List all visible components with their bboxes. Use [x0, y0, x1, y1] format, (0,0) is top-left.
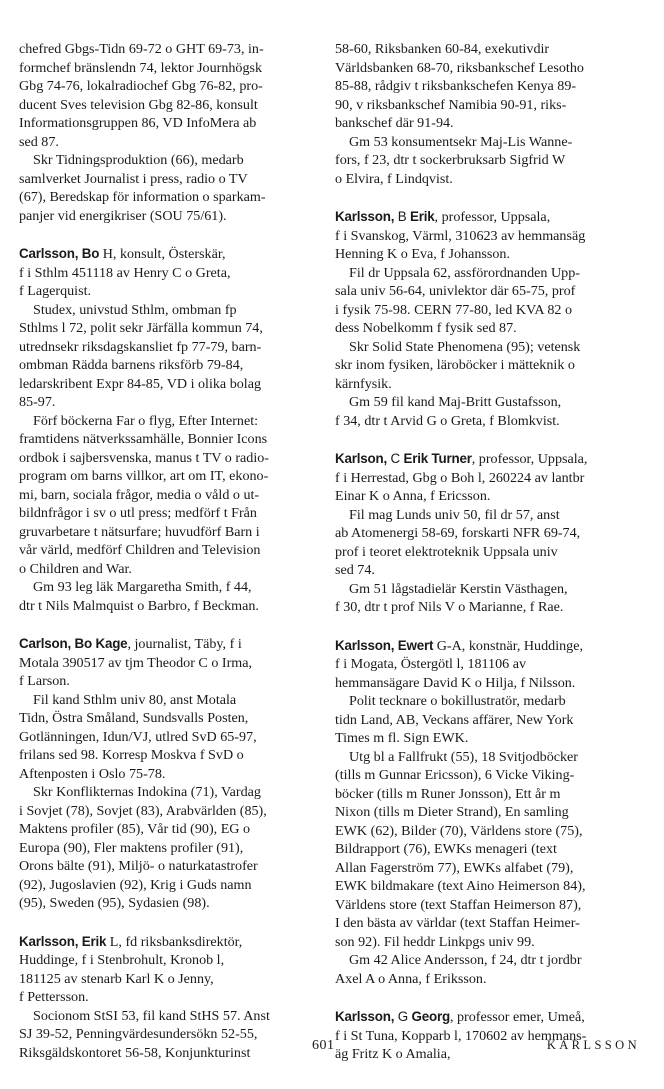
- entry-heading: [19, 635, 323, 654]
- paragraph-line: ordbok i sajbersvenska, manus t TV o radio-: [19, 449, 269, 466]
- entry-initial: C: [386, 451, 404, 466]
- paragraph-line: o Elvira, f Lindqvist.: [335, 170, 453, 187]
- biography-entry: [19, 635, 323, 913]
- paragraph-line: Fil mag Lunds univ 50, fil dr 57, anst: [349, 506, 560, 523]
- entry-text-line: sed 87.: [19, 133, 59, 150]
- entry-text-line: 181125 av stenarb Karl K o Jenny,: [19, 970, 214, 987]
- paragraph-line: frilans sed 98. Korresp Moskva f SvD o: [19, 747, 244, 763]
- paragraph-line: Skr Tidningsproduktion (66), medarb: [33, 152, 244, 168]
- paragraph-line: Utg bl a Fallfrukt (55), 18 Svitjodböcker: [349, 748, 578, 765]
- surname-text: Karlsson,: [335, 1009, 395, 1024]
- paragraph-line: (95), Sweden (95), Sydasien (98).: [19, 895, 210, 911]
- paragraph-line: Europa (90), Fler maktens profiler (91),: [19, 839, 244, 856]
- entry-text-line: 85-88, rådgiv t riksbankschefen Kenya 89-: [335, 78, 577, 94]
- paragraph-line: dess Nobelkomm f fysik sed 87.: [335, 320, 517, 336]
- paragraph-line: sala univ 56-64, univlektor där 65-75, prof: [335, 283, 576, 299]
- paragraph-line: Socionom StSI 53, fil kand StHS 57. Anst: [33, 1007, 270, 1024]
- paragraph-line: son 92). Fil heddr Linkpgs univ 99.: [335, 933, 535, 950]
- paragraph-line: utrednsekr riksdagskansliet fp 77-79, barn-: [19, 338, 262, 355]
- paragraph-line: 85-97.: [19, 394, 56, 410]
- paragraph-line: bildnfrågor i sv o utl press; medförf t Från: [19, 505, 257, 521]
- paragraph-line: Tidn, Östra Småland, Sundsvalls Posten,: [19, 710, 249, 726]
- entry-text-line: Einar K o Anna, f Ericsson.: [335, 488, 491, 504]
- entry-initial: G: [394, 1009, 412, 1024]
- surname-text: Karlsson,: [19, 933, 79, 949]
- entry-text-line: Informationsgruppen 86, VD InfoMera ab: [19, 115, 257, 131]
- entry-surname: [335, 1009, 394, 1024]
- page-footer: [0, 1038, 664, 1058]
- paragraph-line: (tills m Gunnar Ericsson), 6 Vicke Viking-: [335, 767, 575, 783]
- entry-given-name: [410, 209, 435, 224]
- entry-text-line: äg Fritz K o Amalia,: [335, 1046, 451, 1062]
- paragraph-line: Skr Konflikternas Indokina (71), Vardag: [33, 784, 261, 800]
- paragraph-line: Nixon (tills m Dieter Strand), En samling: [335, 804, 569, 820]
- paragraph-line: (92), Jugoslavien (92), Krig i Guds namn: [19, 876, 252, 893]
- entry-text-line: Henning K o Eva, f Johansson.: [335, 246, 510, 262]
- surname-text: Carlson,: [19, 636, 71, 651]
- entry-text-line: 90, v riksbankschef Namibia 90-91, riks-: [335, 96, 567, 113]
- entry-heading: [335, 450, 639, 469]
- entry-text-line: Världsbanken 68-70, riksbankschef Lesotho: [335, 59, 584, 76]
- entry-text-line: 58-60, Riksbanken 60-84, exekutivdir: [335, 41, 550, 57]
- paragraph-line: Aftenposten i Oslo 75-78.: [19, 765, 166, 782]
- entry-surname: [19, 246, 78, 261]
- entry-text-line: hemmansägare David K o Hilja, f Nilsson.: [335, 674, 576, 691]
- entry-text-line: Huddinge, f i Stenbrohult, Kronob l,: [19, 952, 225, 968]
- entry-heading: [335, 208, 639, 227]
- running-head: KARLSSON: [546, 1038, 640, 1052]
- paragraph-line: kärnfysik.: [335, 375, 392, 392]
- entry-heading-rest: G-A, konstnär, Huddinge,: [433, 637, 583, 654]
- left-column: [19, 40, 323, 1082]
- paragraph-line: Gm 42 Alice Andersson, f 24, dtr t jordbr: [349, 952, 582, 968]
- paragraph-line: o Children and War.: [19, 560, 132, 577]
- entry-text-line: f Pettersson.: [19, 989, 89, 1005]
- entry-heading-rest: , professor, Uppsala,: [471, 451, 588, 467]
- entry-text-line: bankschef där 91-94.: [335, 115, 454, 131]
- entry-text-line: f Larson.: [19, 673, 70, 689]
- biography-entry: [19, 40, 323, 225]
- paragraph-line: Gotlänningen, Idun/VJ, utlred SvD 65-97,: [19, 728, 257, 745]
- entry-surname: [335, 209, 394, 224]
- paragraph-line: i Sovjet (78), Sovjet (83), Arabvärlden (85),: [19, 802, 267, 819]
- entry-text-line: f i St Tuna, Kopparb l, 170602 av hemmans-: [335, 1027, 587, 1044]
- biography-entry: [19, 245, 323, 615]
- paragraph-line: ab Atomenergi 58-69, forskarti NFR 69-74,: [335, 525, 581, 541]
- entry-given-name: [404, 451, 472, 466]
- biography-entry: [335, 450, 639, 617]
- entry-text-line: f i Sthlm 451118 av Henry C o Greta,: [19, 264, 231, 281]
- entry-given-name: [75, 636, 128, 651]
- paragraph-line: Orons bälte (91), Miljö- o naturkatastrofer: [19, 858, 258, 874]
- entry-given-name: [82, 246, 99, 261]
- entry-given-name: [82, 934, 107, 949]
- entry-heading: [19, 245, 323, 264]
- surname-text: Karlson,: [335, 451, 387, 466]
- paragraph-line: Sthlms l 72, polit sekr Järfälla kommun 74,: [19, 320, 263, 336]
- paragraph-line: tidn Land, AB, Veckans affärer, New York: [335, 711, 574, 728]
- entry-heading-rest: , professor emer, Umeå,: [449, 1009, 585, 1025]
- given-name-text: Erik: [81, 933, 107, 949]
- entry-text-line: ducent Sves television Gbg 82-86, konsult: [19, 96, 258, 113]
- paragraph-line: i fysik 75-98. CERN 77-80, led KVA 82 o: [335, 301, 572, 318]
- given-name-text: Bo Kage: [74, 636, 128, 651]
- paragraph-line: Gm 53 konsumentsekr Maj-Lis Wanne-: [349, 133, 573, 150]
- paragraph-line: EWK bildmakare (text Aino Heimerson 84),: [335, 878, 586, 894]
- paragraph-line: Times m fl. Sign EWK.: [335, 730, 469, 746]
- paragraph-line: I den bästa av världar (text Staffan Heimer-: [335, 915, 580, 931]
- paragraph-line: Maktens profiler (85), Vår tid (90), EG o: [19, 821, 251, 837]
- paragraph-line: Riksgäldskontoret 56-58, Konjunkturinst: [19, 1044, 251, 1061]
- entry-heading: [335, 1008, 639, 1027]
- entry-text-line: f i Svanskog, Värml, 310623 av hemmansäg: [335, 227, 586, 244]
- entry-heading: [335, 637, 639, 656]
- entry-text-line: f i Mogata, Östergötl l, 181106 av: [335, 656, 527, 672]
- paragraph-line: Förf böckerna Far o flyg, Efter Internet:: [33, 412, 259, 429]
- paragraph-line: Polit tecknare o bokillustratör, medarb: [349, 693, 566, 709]
- paragraph-line: Studex, univstud Sthlm, ombman fp: [33, 301, 237, 318]
- surname-text: Carlsson,: [19, 246, 79, 261]
- paragraph-line: gruvarbetare t nätsurfare; huvudförf Barn i: [19, 523, 260, 540]
- paragraph-line: samlverket Journalist i press, radio o TV: [19, 170, 248, 187]
- entry-given-name: [398, 638, 433, 653]
- entry-surname: [335, 451, 387, 466]
- surname-text: Karlsson,: [335, 637, 395, 653]
- paragraph-line: SJ 39-52, Penningvärdesundersökn 52-55,: [19, 1026, 258, 1042]
- entry-text-line: Motala 390517 av tjm Theodor C o Irma,: [19, 654, 253, 671]
- entry-surname: [19, 636, 71, 651]
- paragraph-line: Gm 51 lågstadielär Kerstin Västhagen,: [349, 580, 568, 597]
- paragraph-line: böcker (tills m Runer Jonsson), Ett år m: [335, 785, 561, 802]
- entry-text-line: formchef bränslendn 74, lektor Journhögsk: [19, 59, 263, 76]
- page-number: 601: [312, 1038, 335, 1053]
- given-name-text: Bo: [81, 246, 100, 261]
- entry-text-line: f Lagerquist.: [19, 283, 92, 299]
- given-name-text: Erik: [410, 209, 435, 224]
- paragraph-line: (67), Beredskap för information o sparkam-: [19, 189, 266, 205]
- paragraph-line: framtidens nätverkssamhälle, Bonnier Icons: [19, 431, 268, 447]
- paragraph-line: vår värld, medförf Children and Television: [19, 542, 261, 558]
- biography-entry: [335, 208, 639, 430]
- entry-initial: B: [394, 209, 411, 224]
- paragraph-line: Allan Fagerström 77), EWKs alfabet (79),: [335, 859, 574, 876]
- entry-heading-rest: H, konsult, Österskär,: [99, 246, 226, 262]
- paragraph-line: ledarskribent Expr 84-85, VD i olika bolag: [19, 375, 262, 392]
- entry-given-name: [412, 1009, 450, 1024]
- entry-surname: [335, 638, 394, 653]
- paragraph-line: Gm 59 fil kand Maj-Britt Gustafsson,: [349, 394, 562, 410]
- paragraph-line: Världens store (text Staffan Heimerson 87),: [335, 896, 582, 913]
- entry-heading-rest: , professor, Uppsala,: [434, 209, 551, 225]
- paragraph-line: Axel A o Anna, f Eriksson.: [335, 970, 487, 987]
- paragraph-line: Bildrapport (76), EWKs menageri (text: [335, 841, 557, 857]
- given-name-text: Ewert: [397, 637, 434, 653]
- entry-text-line: Gbg 74-76, lokalradiochef Gbg 76-82, pro-: [19, 78, 263, 94]
- paragraph-line: EWK (62), Bilder (70), Världens store (75),: [335, 822, 583, 839]
- paragraph-line: Fil dr Uppsala 62, assförordnanden Upp-: [349, 264, 580, 281]
- surname-text: Karlsson,: [335, 209, 395, 224]
- entry-text-line: chefred Gbgs-Tidn 69-72 o GHT 69-73, in-: [19, 41, 264, 57]
- paragraph-line: program om barns villkor, art om IT, ekono-: [19, 468, 269, 484]
- right-column: [335, 40, 639, 1084]
- biography-entry: [335, 637, 639, 989]
- paragraph-line: Skr Solid State Phenomena (95); vetensk: [349, 338, 581, 355]
- paragraph-line: sed 74.: [335, 562, 375, 578]
- entry-text-line: f i Herrestad, Gbg o Boh l, 260224 av lantbr: [335, 469, 585, 486]
- paragraph-line: f 34, dtr t Arvid G o Greta, f Blomkvist.: [335, 412, 560, 429]
- given-name-text: Erik Turner: [403, 451, 472, 466]
- paragraph-line: f 30, dtr t prof Nils V o Marianne, f Rae.: [335, 599, 564, 615]
- paragraph-line: mi, barn, sociala frågor, media o våld o ut-: [19, 486, 260, 503]
- paragraph-line: panjer vid energikriser (SOU 75/61).: [19, 207, 227, 224]
- paragraph-line: fors, f 23, dtr t sockerbruksarb Sigfrid W: [335, 152, 566, 168]
- paragraph-line: prof i teoret elektroteknik Uppsala univ: [335, 543, 558, 560]
- entry-surname: [19, 934, 78, 949]
- entry-heading-rest: L, fd riksbanksdirektör,: [106, 933, 243, 950]
- paragraph-line: Gm 93 leg läk Margaretha Smith, f 44,: [33, 579, 252, 595]
- paragraph-line: Fil kand Sthlm univ 80, anst Motala: [33, 691, 237, 708]
- entry-heading: [19, 933, 323, 952]
- paragraph-line: ombman Rädda barnens riksförb 79-84,: [19, 357, 244, 373]
- paragraph-line: dtr t Nils Malmquist o Barbro, f Beckman.: [19, 597, 259, 614]
- paragraph-line: skr inom fysiken, läroböcker i mätteknik o: [335, 357, 575, 373]
- biography-entry: [335, 40, 639, 188]
- entry-heading-rest: , journalist, Täby, f i: [127, 636, 242, 652]
- given-name-text: Georg: [411, 1009, 450, 1024]
